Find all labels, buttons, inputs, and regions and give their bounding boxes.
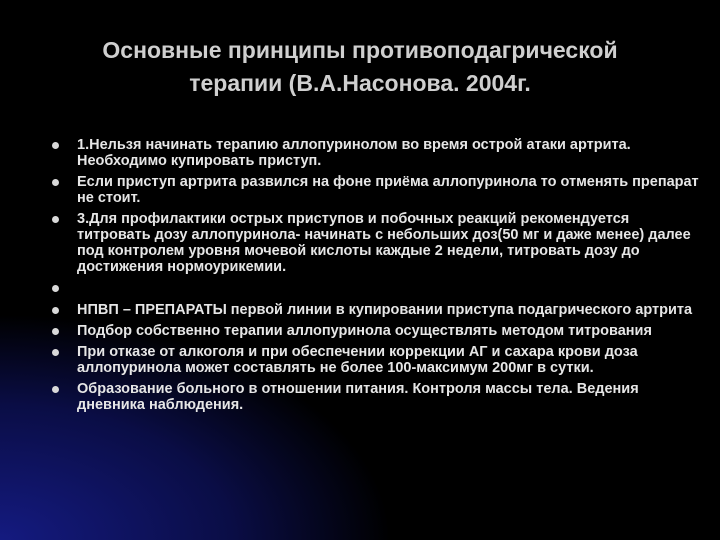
bullet-item: [50, 137, 700, 169]
bullet-list: [50, 137, 700, 418]
bullet-text: НПВП – ПРЕПАРАТЫ первой линии в купировании приступа подагрического артрита: [77, 302, 693, 318]
bullet-dot-icon: [52, 307, 59, 314]
bullet-item: [50, 381, 700, 413]
bullet-item-empty: [50, 280, 700, 296]
slide-title: [20, 34, 700, 100]
bullet-dot-icon: [52, 142, 59, 149]
bullet-text: 3.Для профилактики острых приступов и побочных реакций рекомендуется титровать дозу аллопуринола- начинать с небольших доз(50 мг и даже менее) далее под контролем уровня мочевой кислоты каждые 2 недели, титровать дозу до достижения нормоурикемии.: [77, 211, 691, 275]
bullet-text: Образование больного в отношении питания. Контроля массы тела. Ведения дневника наблюдения.: [77, 381, 639, 413]
bullet-dot-icon: [52, 179, 59, 186]
bullet-dot-icon: [52, 386, 59, 393]
bullet-text: 1.Нельзя начинать терапию аллопуринолом во время острой атаки артрита. Необходимо купировать приступ.: [77, 137, 631, 169]
bullet-dot-icon: [52, 285, 59, 292]
bullet-dot-icon: [52, 349, 59, 356]
bullet-dot-icon: [52, 328, 59, 335]
bullet-text: При отказе от алкоголя и при обеспечении коррекции АГ и сахара крови доза аллопуринола может составлять не более 100-максимум 200мг в сутки.: [77, 344, 638, 376]
bullet-item: [50, 302, 700, 318]
bullet-text: Подбор собственно терапии аллопуринола осуществлять методом титрования: [77, 323, 652, 339]
title-line-1: Основные принципы противоподагрической: [102, 37, 618, 63]
bullet-item: [50, 174, 700, 206]
bullet-item: [50, 344, 700, 376]
bullet-item: [50, 211, 700, 275]
bullet-text: Если приступ артрита развился на фоне приёма аллопуринола то отменять препарат не стоит.: [77, 174, 699, 206]
bullet-item: [50, 323, 700, 339]
title-line-2: терапии (В.А.Насонова. 2004г.: [189, 70, 531, 96]
bullet-dot-icon: [52, 216, 59, 223]
